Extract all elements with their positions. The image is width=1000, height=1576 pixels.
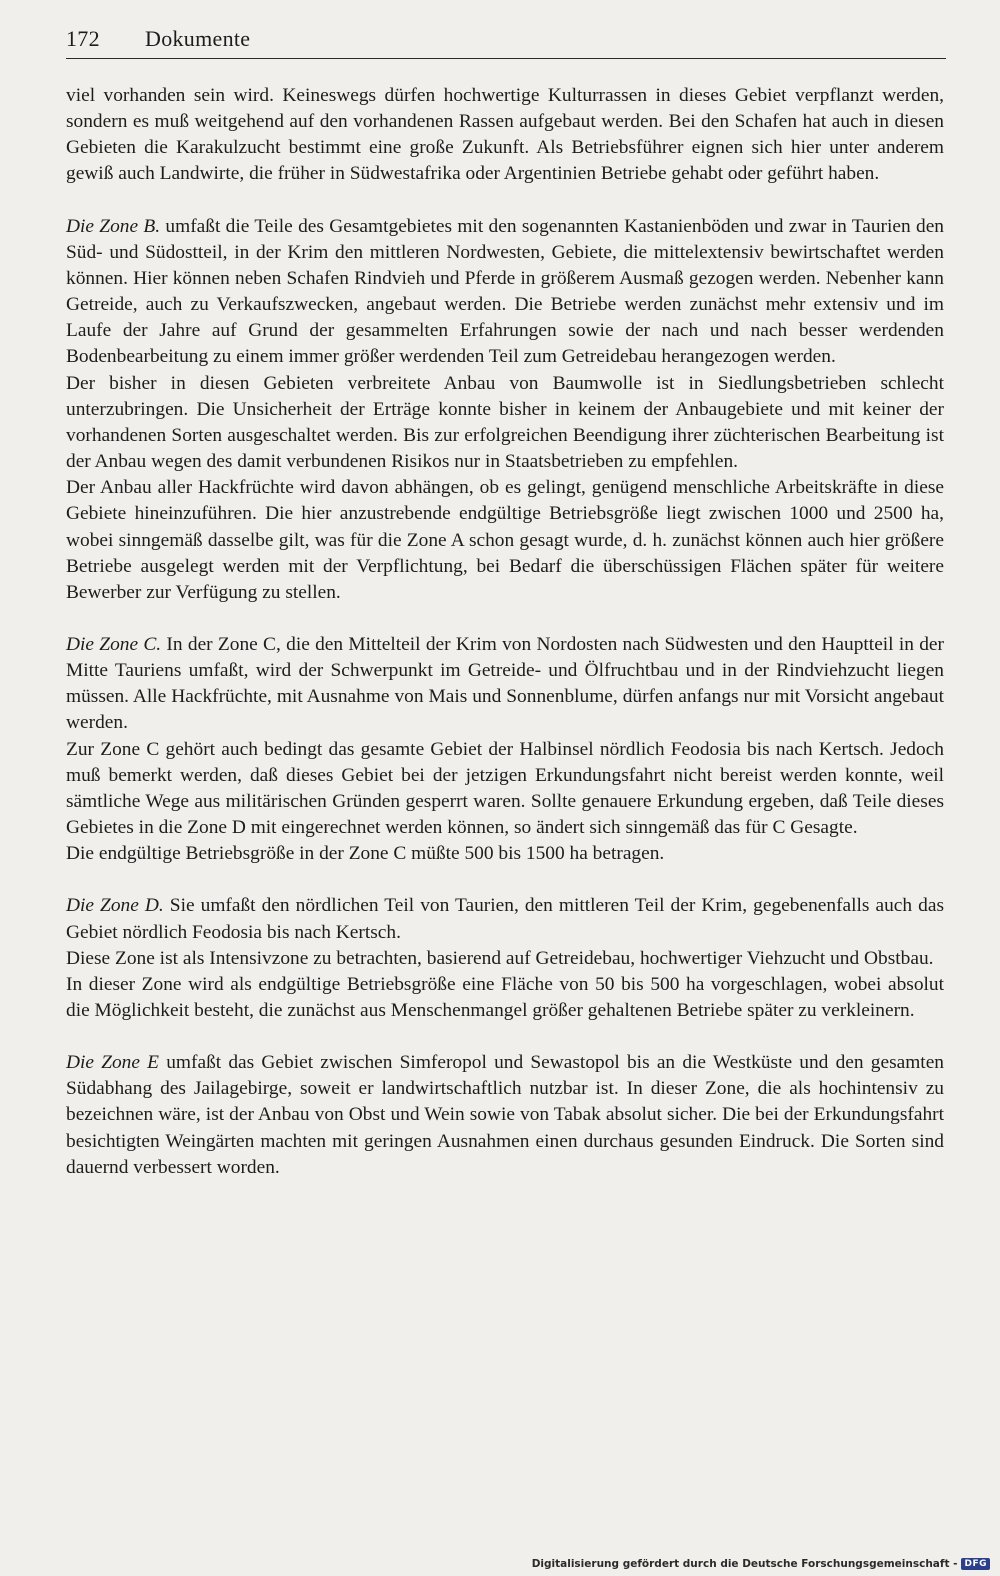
paragraph-text: Zur Zone C gehört auch bedingt das gesamte Gebiet der Halbinsel nördlich Feodosia bis nach Kertsch. Jedoch muß bemerkt werden, daß dieses Gebiet bei der jetzigen Erkundungsfahrt nicht bereist werden konnte, weil sämtliche Wege aus militärischen Gründen gesperrt waren. Sollte genauere Erkundung ergeben, daß Teile dieses Gebietes in die Zone D mit eingerechnet werden können, so ändert sich sinngemäß das für C Gesagte. xyxy=(66,738,944,839)
paragraph xyxy=(66,83,944,188)
page-number: 172 xyxy=(66,26,100,51)
zone-heading: Die Zone C. xyxy=(66,633,162,655)
paragraph-text: Diese Zone ist als Intensivzone zu betrachten, basierend auf Getreidebau, hochwertiger Viehzucht und Obstbau. xyxy=(66,947,934,969)
paragraph xyxy=(66,893,944,945)
paragraph-text: umfaßt die Teile des Gesamtgebietes mit den sogenannten Kastanienböden und zwar in Taurien den Süd- und Südostteil, in der Krim den mittleren Nordwesten, Gebiete, die mittelextensiv bewirtschaftet werden können. Hier können neben Schafen Rindvieh und Pferde in größerem Ausmaß gezogen werden. Nebenher kann Getreide, auch zu Verkaufszwecken, angebaut werden. Die Betriebe werden zunächst mehr extensiv und im Laufe der Jahre auf Grund der gesammelten Erfahrungen sowie der nach und nach besser werdenden Bodenbearbeitung zu einem immer größer werdenden Teil zum Getreidebau herangezogen werden. xyxy=(66,215,944,368)
paragraph xyxy=(66,475,944,606)
footer-text: Digitalisierung gefördert durch die Deutsche Forschungsgemeinschaft - xyxy=(531,1558,958,1570)
dfg-logo: DFG xyxy=(961,1558,990,1570)
paragraph-text: umfaßt das Gebiet zwischen Simferopol und Sewastopol bis an die Westküste und den gesamten Südabhang des Jailagebirge, soweit er landwirtschaftlich nutzbar ist. In dieser Zone, die als hochintensiv zu bezeichnen wäre, ist der Anbau von Obst und Wein sowie von Tabak absolut sicher. Die bei der Erkundungsfahrt besichtigten Weingärten machten mit geringen Ausnahmen einen durchaus gesunden Eindruck. Die Sorten sind dauernd verbessert worden. xyxy=(66,1052,944,1178)
body-text xyxy=(66,83,944,1181)
paragraph-text: Die endgültige Betriebsgröße in der Zone C müßte 500 bis 1500 ha betragen. xyxy=(66,843,665,865)
paragraph-text: In der Zone C, die den Mittelteil der Krim von Nordosten nach Südwesten und den Hauptteil in der Mitte Tauriens umfaßt, wird der Schwerpunkt im Getreide- und Ölfruchtbau und in der Rindviehzucht liegen müssen. Alle Hackfrüchte, mit Ausnahme von Mais und Sonnenblume, dürfen anfangs nur mit Vorsicht angebaut werden. xyxy=(66,633,944,734)
paragraph-text: Der bisher in diesen Gebieten verbreitete Anbau von Baumwolle ist in Siedlungsbetrieben schlecht unterzubringen. Die Unsicherheit der Erträge konnte bisher in keinem der Anbaugebiete und mit keiner der vorhandenen Sorten ausgeschaltet werden. Bis zur erfolgreichen Beendigung ihrer züchterischen Bearbeitung ist der Anbau wegen des damit verbundenen Risikos nur in Staatsbetrieben zu empfehlen. xyxy=(66,372,944,473)
paragraph xyxy=(66,371,944,476)
paragraph xyxy=(66,737,944,842)
page-header xyxy=(66,22,946,59)
paragraph xyxy=(66,972,944,1024)
paragraph xyxy=(66,841,944,867)
paragraph xyxy=(66,946,944,972)
paragraph-text: In dieser Zone wird als endgültige Betriebsgröße eine Fläche von 50 bis 500 ha vorgeschlagen, wobei absolut die Möglichkeit besteht, die zunächst aus Menschenmangel größer gehaltenen Betriebe später zu verkleinern. xyxy=(66,973,944,1021)
paragraph-text: Der Anbau aller Hackfrüchte wird davon abhängen, ob es gelingt, genügend menschliche Arbeitskräfte in diese Gebiete hineinzuführen. Die hier anzustrebende endgültige Betriebsgröße liegt zwischen 1000 und 2500 ha, wobei sinngemäß dasselbe gilt, was für die Zone A schon gesagt wurde, d. h. zunächst können auch hier größere Betriebe ausgelegt werden mit der Verpflichtung, bei Bedarf die überschüssigen Flächen später für weitere Bewerber zur Verfügung zu stellen. xyxy=(66,477,944,603)
zone-heading: Die Zone D. xyxy=(66,895,164,917)
paragraph xyxy=(66,214,944,371)
paragraph xyxy=(66,1050,944,1181)
paragraph-text: viel vorhanden sein wird. Keineswegs dürfen hochwertige Kulturrassen in dieses Gebiet verpflanzt werden, sondern es muß weitgehend auf den vorhandenen Rassen aufgebaut werden. Bei den Schafen hat auch in diesen Gebieten die Karakulzucht bestimmt eine große Zukunft. Als Betriebsführer eignen sich hier unter anderem gewiß auch Landwirte, die früher in Südwestafrika oder Argentinien Betriebe gehabt oder geführt haben. xyxy=(66,85,944,185)
paragraph xyxy=(66,632,944,737)
running-title: Dokumente xyxy=(145,26,251,51)
paragraph-text: Sie umfaßt den nördlichen Teil von Taurien, den mittleren Teil der Krim, gegebenenfalls auch das Gebiet nördlich Feodosia bis nach Kertsch. xyxy=(66,895,945,943)
digitization-footer xyxy=(532,1558,990,1570)
zone-heading: Die Zone B. xyxy=(66,215,161,237)
zone-heading: Die Zone E xyxy=(66,1052,160,1074)
